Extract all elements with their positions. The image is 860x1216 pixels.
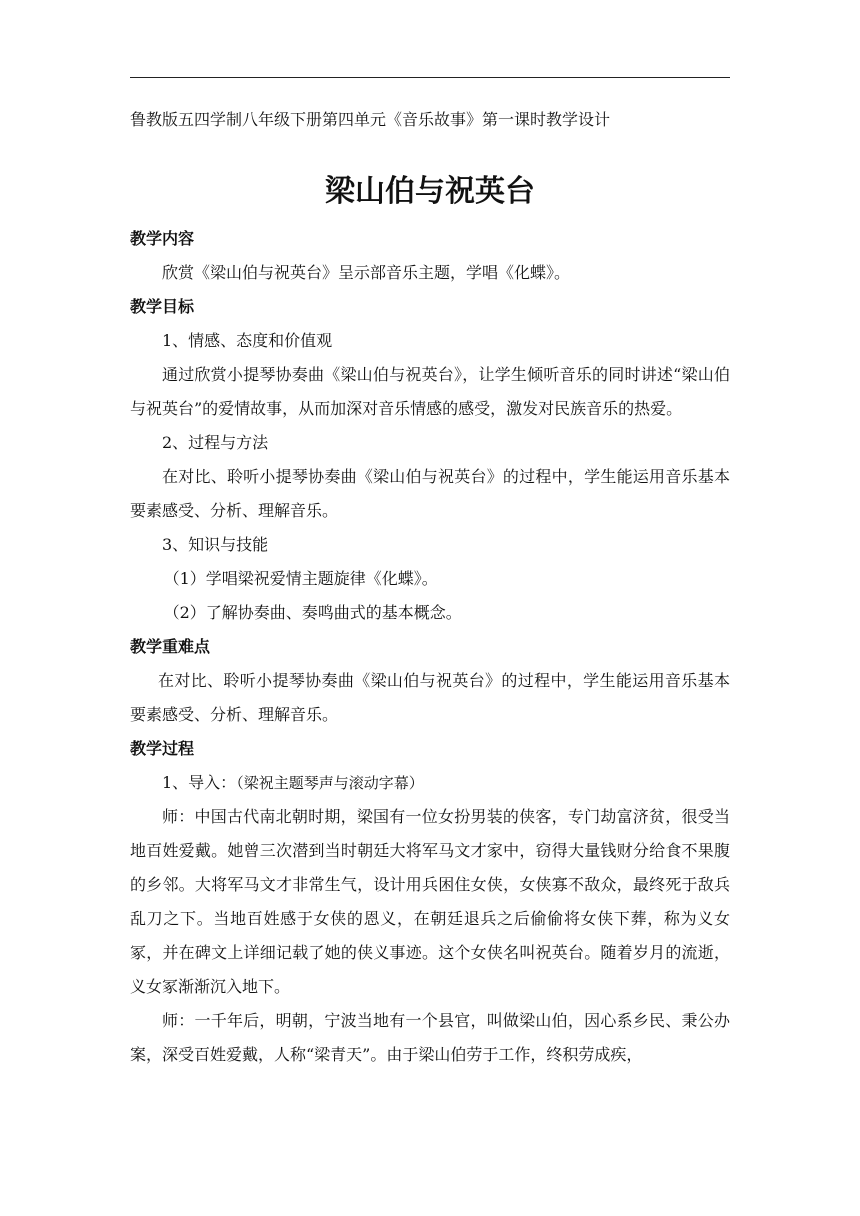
goal3-label: 3、知识与技能: [162, 535, 269, 554]
section-heading-key-points: 教学重难点: [130, 637, 211, 656]
process-paragraph-2: 师：一千年后，明朝，宁波当地有一个县官，叫做梁山伯，因心系乡民、秉公办案，深受百姓爱戴，人称“梁青天”。由于梁山伯劳于工作，终积劳成疾，: [130, 1011, 730, 1064]
process-paragraph-1: 师：中国古代南北朝时期，梁国有一位女扮男装的侠客，专门劫富济贫，很受当地百姓爱戴。她曾三次潜到当时朝廷大将军马文才家中，窃得大量钱财分给食不果腹的乡邻。大将军马文才非常生气，设计用兵困住女侠，女侠寡不敌众，最终死于敌兵乱刀之下。当地百姓感于女侠的恩义，在朝廷退兵之后偷偷将女侠下葬，称为义女冢，并在碑文上详细记载了她的侠义事迹。这个女侠名叫祝英台。随着岁月的流逝，义女冢渐渐沉入地下。: [130, 807, 730, 996]
content-paragraph: 欣赏《梁山伯与祝英台》呈示部音乐主题，学唱《化蝶》。: [162, 263, 571, 282]
process-step1: [130, 766, 730, 800]
goal3-item-2: （2）了解协奏曲、奏鸣曲式的基本概念。: [163, 603, 462, 622]
key-points-paragraph: 在对比、聆听小提琴协奏曲《梁山伯与祝英台》的过程中，学生能运用音乐基本要素感受、分析、理解音乐。: [130, 671, 730, 724]
section-heading-content: 教学内容: [130, 229, 195, 248]
goal1-paragraph: 通过欣赏小提琴协奏曲《梁山伯与祝英台》，让学生倾听音乐的同时讲述“梁山伯与祝英台”的爱情故事，从而加深对音乐情感的感受，激发对民族音乐的热爱。: [130, 365, 730, 418]
document-title: 梁山伯与祝英台: [325, 174, 535, 209]
course-header: 鲁教版五四学制八年级下册第四单元《音乐故事》第一课时教学设计: [130, 110, 611, 129]
goal2-label: 2、过程与方法: [162, 433, 269, 452]
goal1-label: 1、情感、态度和价值观: [162, 331, 333, 350]
header-rule: [130, 77, 730, 78]
document-body: [130, 222, 730, 1072]
step1-label: 1、导入：: [162, 773, 237, 792]
goal2-paragraph: 在对比、聆听小提琴协奏曲《梁山伯与祝英台》的过程中，学生能运用音乐基本要素感受、分析、理解音乐。: [130, 467, 730, 520]
section-heading-goals: 教学目标: [130, 297, 195, 316]
section-heading-process: 教学过程: [130, 739, 195, 758]
step1-cue: （梁祝主题琴声与滚动字幕）: [236, 774, 424, 792]
goal3-item-1: （1）学唱梁祝爱情主题旋律《化蝶》。: [163, 569, 438, 588]
